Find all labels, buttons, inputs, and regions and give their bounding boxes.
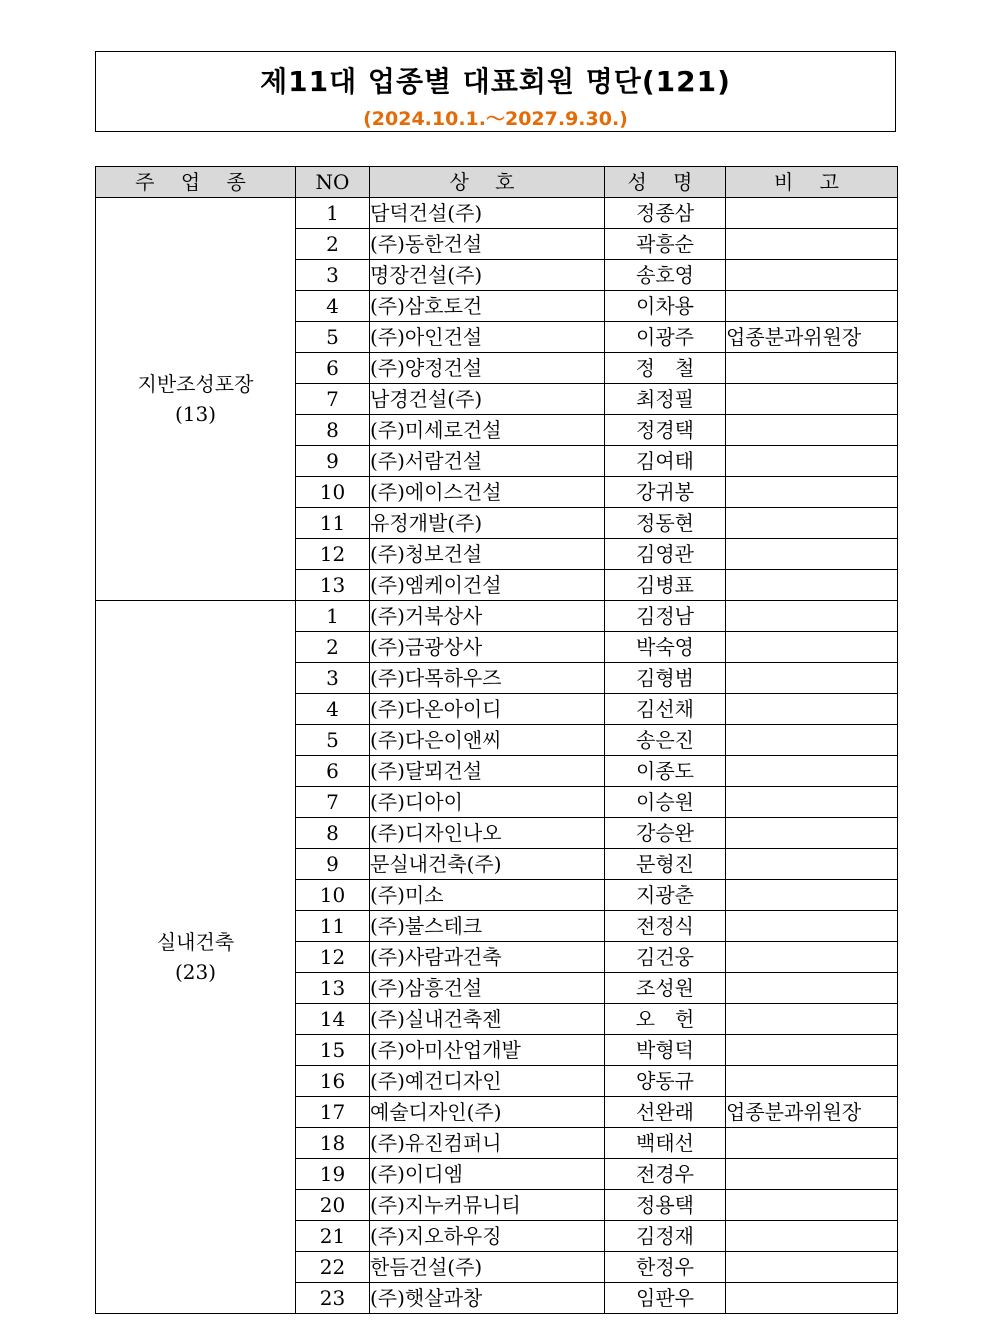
row-number: 9 [296, 446, 370, 477]
row-number: 7 [296, 787, 370, 818]
representative-name: 전경우 [605, 1159, 726, 1190]
representative-name: 김정재 [605, 1221, 726, 1252]
company-name: (주)이디엠 [370, 1159, 605, 1190]
note-cell [726, 1190, 898, 1221]
row-number: 19 [296, 1159, 370, 1190]
note-cell [726, 1128, 898, 1159]
row-number: 10 [296, 477, 370, 508]
company-name: (주)다온아이디 [370, 694, 605, 725]
representative-name: 정 철 [605, 353, 726, 384]
row-number: 14 [296, 1004, 370, 1035]
col-header-note: 비 고 [726, 167, 898, 198]
note-cell [726, 229, 898, 260]
representative-name: 곽흥순 [605, 229, 726, 260]
company-name: (주)미소 [370, 880, 605, 911]
industry-cell [96, 198, 296, 601]
representative-name: 한정우 [605, 1252, 726, 1283]
row-number: 5 [296, 725, 370, 756]
representative-name: 박형덕 [605, 1035, 726, 1066]
col-header-no: NO [296, 167, 370, 198]
row-number: 8 [296, 818, 370, 849]
row-number: 16 [296, 1066, 370, 1097]
company-name: (주)지누커뮤니티 [370, 1190, 605, 1221]
term-period: (2024.10.1.～2027.9.30.) [363, 108, 628, 130]
note-cell [726, 818, 898, 849]
note-cell [726, 632, 898, 663]
representative-name: 김형범 [605, 663, 726, 694]
row-number: 23 [296, 1283, 370, 1314]
representative-name: 김선채 [605, 694, 726, 725]
row-number: 2 [296, 229, 370, 260]
row-number: 9 [296, 849, 370, 880]
note-cell [726, 911, 898, 942]
industry-count: (13) [174, 402, 217, 426]
company-name: (주)햇살과창 [370, 1283, 605, 1314]
company-name: 명장건설(주) [370, 260, 605, 291]
company-name: (주)양정건설 [370, 353, 605, 384]
col-header-industry: 주 업 종 [96, 167, 296, 198]
col-header-company: 상 호 [370, 167, 605, 198]
company-name: (주)예건디자인 [370, 1066, 605, 1097]
note-cell [726, 756, 898, 787]
representative-name: 이종도 [605, 756, 726, 787]
industry-name: 실내건축 [156, 930, 235, 954]
row-number: 22 [296, 1252, 370, 1283]
representative-name: 임판우 [605, 1283, 726, 1314]
representative-name: 정동현 [605, 508, 726, 539]
row-number: 20 [296, 1190, 370, 1221]
row-number: 4 [296, 291, 370, 322]
note-cell [726, 663, 898, 694]
company-name: (주)거북상사 [370, 601, 605, 632]
company-name: (주)다은이앤씨 [370, 725, 605, 756]
note-cell [726, 477, 898, 508]
note-cell: 업종분과위원장 [726, 322, 898, 353]
note-cell [726, 508, 898, 539]
row-number: 7 [296, 384, 370, 415]
table-row [96, 601, 898, 632]
industry-cell [96, 601, 296, 1314]
company-name: (주)디아이 [370, 787, 605, 818]
representative-name: 김여태 [605, 446, 726, 477]
representative-name: 선완래 [605, 1097, 726, 1128]
note-cell [726, 198, 898, 229]
row-number: 18 [296, 1128, 370, 1159]
company-name: 문실내건축(주) [370, 849, 605, 880]
representative-name: 문형진 [605, 849, 726, 880]
representative-name: 백태선 [605, 1128, 726, 1159]
note-cell [726, 694, 898, 725]
row-number: 12 [296, 539, 370, 570]
row-number: 17 [296, 1097, 370, 1128]
row-number: 6 [296, 756, 370, 787]
note-cell [726, 942, 898, 973]
row-number: 13 [296, 973, 370, 1004]
representative-name: 정용택 [605, 1190, 726, 1221]
representative-name: 정종삼 [605, 198, 726, 229]
row-number: 12 [296, 942, 370, 973]
representative-name: 조성원 [605, 973, 726, 1004]
note-cell [726, 1221, 898, 1252]
company-name: (주)실내건축젠 [370, 1004, 605, 1035]
representative-name: 김건웅 [605, 942, 726, 973]
member-table [95, 166, 898, 1314]
row-number: 2 [296, 632, 370, 663]
representative-name: 이승원 [605, 787, 726, 818]
company-name: (주)미세로건설 [370, 415, 605, 446]
row-number: 1 [296, 198, 370, 229]
table-body [96, 198, 898, 1314]
note-cell: 업종분과위원장 [726, 1097, 898, 1128]
row-number: 3 [296, 663, 370, 694]
company-name: (주)아미산업개발 [370, 1035, 605, 1066]
note-cell [726, 353, 898, 384]
col-header-person: 성 명 [605, 167, 726, 198]
company-name: (주)동한건설 [370, 229, 605, 260]
note-cell [726, 570, 898, 601]
note-cell [726, 1252, 898, 1283]
company-name: 남경건설(주) [370, 384, 605, 415]
note-cell [726, 973, 898, 1004]
note-cell [726, 880, 898, 911]
representative-name: 정경택 [605, 415, 726, 446]
note-cell [726, 446, 898, 477]
row-number: 11 [296, 911, 370, 942]
company-name: 한듬건설(주) [370, 1252, 605, 1283]
note-cell [726, 291, 898, 322]
table-header-row [96, 167, 898, 198]
company-name: (주)에이스건설 [370, 477, 605, 508]
note-cell [726, 601, 898, 632]
company-name: (주)불스테크 [370, 911, 605, 942]
industry-count: (23) [174, 960, 217, 984]
note-cell [726, 725, 898, 756]
representative-name: 송호영 [605, 260, 726, 291]
representative-name: 김병표 [605, 570, 726, 601]
page-title: 제11대 업종별 대표회원 명단(121) [260, 65, 731, 98]
representative-name: 전정식 [605, 911, 726, 942]
note-cell [726, 1004, 898, 1035]
representative-name: 박숙영 [605, 632, 726, 663]
representative-name: 양동규 [605, 1066, 726, 1097]
note-cell [726, 1159, 898, 1190]
representative-name: 강승완 [605, 818, 726, 849]
company-name: 예술디자인(주) [370, 1097, 605, 1128]
company-name: (주)삼호토건 [370, 291, 605, 322]
representative-name: 이광주 [605, 322, 726, 353]
industry-name: 지반조성포장 [137, 372, 254, 396]
note-cell [726, 1035, 898, 1066]
note-cell [726, 260, 898, 291]
row-number: 15 [296, 1035, 370, 1066]
company-name: 담덕건설(주) [370, 198, 605, 229]
company-name: (주)달뫼건설 [370, 756, 605, 787]
company-name: (주)디자인나오 [370, 818, 605, 849]
representative-name: 최정필 [605, 384, 726, 415]
row-number: 10 [296, 880, 370, 911]
title-box [95, 51, 896, 132]
row-number: 11 [296, 508, 370, 539]
representative-name: 송은진 [605, 725, 726, 756]
note-cell [726, 849, 898, 880]
company-name: (주)사람과건축 [370, 942, 605, 973]
note-cell [726, 384, 898, 415]
company-name: (주)삼흥건설 [370, 973, 605, 1004]
company-name: (주)서람건설 [370, 446, 605, 477]
representative-name: 강귀봉 [605, 477, 726, 508]
representative-name: 이차용 [605, 291, 726, 322]
representative-name: 오 헌 [605, 1004, 726, 1035]
company-name: (주)금광상사 [370, 632, 605, 663]
row-number: 21 [296, 1221, 370, 1252]
representative-name: 김영관 [605, 539, 726, 570]
row-number: 4 [296, 694, 370, 725]
note-cell [726, 1066, 898, 1097]
company-name: (주)지오하우징 [370, 1221, 605, 1252]
row-number: 8 [296, 415, 370, 446]
company-name: (주)다목하우즈 [370, 663, 605, 694]
note-cell [726, 539, 898, 570]
company-name: (주)청보건설 [370, 539, 605, 570]
row-number: 3 [296, 260, 370, 291]
row-number: 6 [296, 353, 370, 384]
representative-name: 김정남 [605, 601, 726, 632]
note-cell [726, 415, 898, 446]
company-name: (주)유진컴퍼니 [370, 1128, 605, 1159]
note-cell [726, 787, 898, 818]
company-name: (주)엠케이건설 [370, 570, 605, 601]
company-name: 유정개발(주) [370, 508, 605, 539]
note-cell [726, 1283, 898, 1314]
table-row [96, 198, 898, 229]
row-number: 13 [296, 570, 370, 601]
representative-name: 지광춘 [605, 880, 726, 911]
company-name: (주)아인건설 [370, 322, 605, 353]
row-number: 5 [296, 322, 370, 353]
row-number: 1 [296, 601, 370, 632]
